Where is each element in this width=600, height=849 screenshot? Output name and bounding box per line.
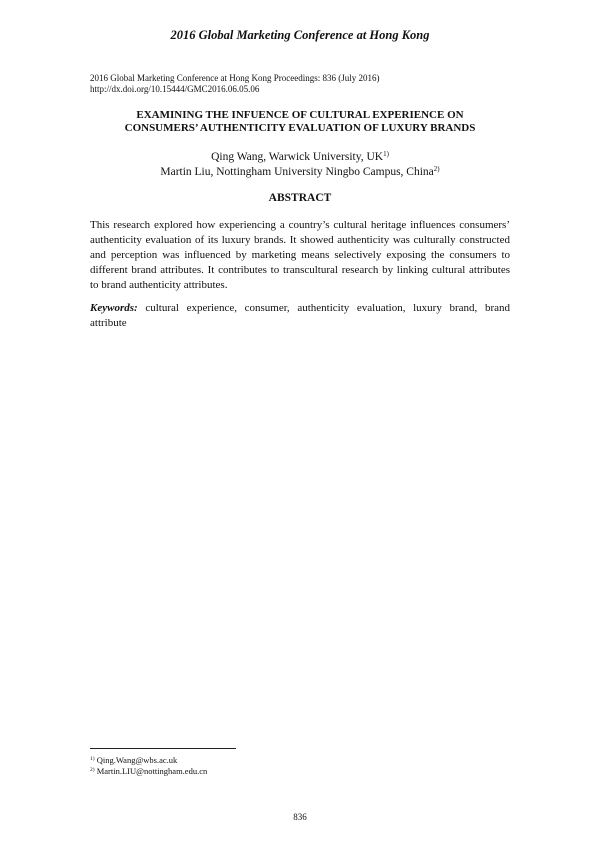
doi-link[interactable]: http://dx.doi.org/10.15444/GMC2016.06.05.06 [90, 84, 260, 94]
paper-title-line-2: CONSUMERS’ AUTHENTICITY EVALUATION OF LUXURY BRANDS [124, 122, 476, 134]
author-2-footnote-mark: 2) [433, 165, 440, 173]
author-2 [60, 165, 540, 180]
abstract-heading: ABSTRACT [268, 192, 332, 204]
running-header: 2016 Global Marketing Conference at Hong Kong [170, 28, 430, 42]
footnote-divider [90, 748, 236, 749]
abstract-body: This research explored how experiencing a country’s cultural heritage influences consumers’ authenticity evaluation of its luxury brands. It showed authenticity was culturally constructed and perception was influenced by marketing means selectively exposing the consumers to different brand attributes. It contributes to transcultural research by linking cultural attributes to brand authenticity attributes. [90, 219, 510, 291]
paper-title [60, 109, 540, 135]
author-1 [60, 150, 540, 165]
page-number: 836 [293, 812, 307, 822]
author-2-affiliation: Martin Liu, Nottingham University Ningbo Campus, China [160, 166, 434, 178]
proceedings-citation: 2016 Global Marketing Conference at Hong Kong Proceedings: 836 (July 2016) [90, 73, 380, 83]
paper-title-line-1: EXAMINING THE INFUENCE OF CULTURAL EXPERIENCE ON [136, 109, 464, 121]
footnote-2-email[interactable]: Martin.LIU@nottingham.edu.cn [94, 766, 208, 776]
keywords-label: Keywords: [90, 302, 138, 314]
footnote-1 [90, 755, 207, 766]
footnote-1-email[interactable]: Qing.Wang@wbs.ac.uk [94, 755, 178, 765]
keywords [90, 301, 510, 331]
author-1-footnote-mark: 1) [383, 150, 389, 158]
footnotes [90, 755, 207, 777]
footnote-1-mark: 1) [90, 756, 95, 762]
author-list [60, 150, 540, 180]
footnote-2 [90, 766, 207, 777]
keywords-text: cultural experience, consumer, authenticity evaluation, luxury brand, brand attribute [90, 302, 510, 329]
author-1-affiliation: Qing Wang, Warwick University, UK [211, 151, 384, 163]
footnote-2-mark: 2) [90, 767, 95, 773]
proceedings-info [90, 73, 379, 95]
